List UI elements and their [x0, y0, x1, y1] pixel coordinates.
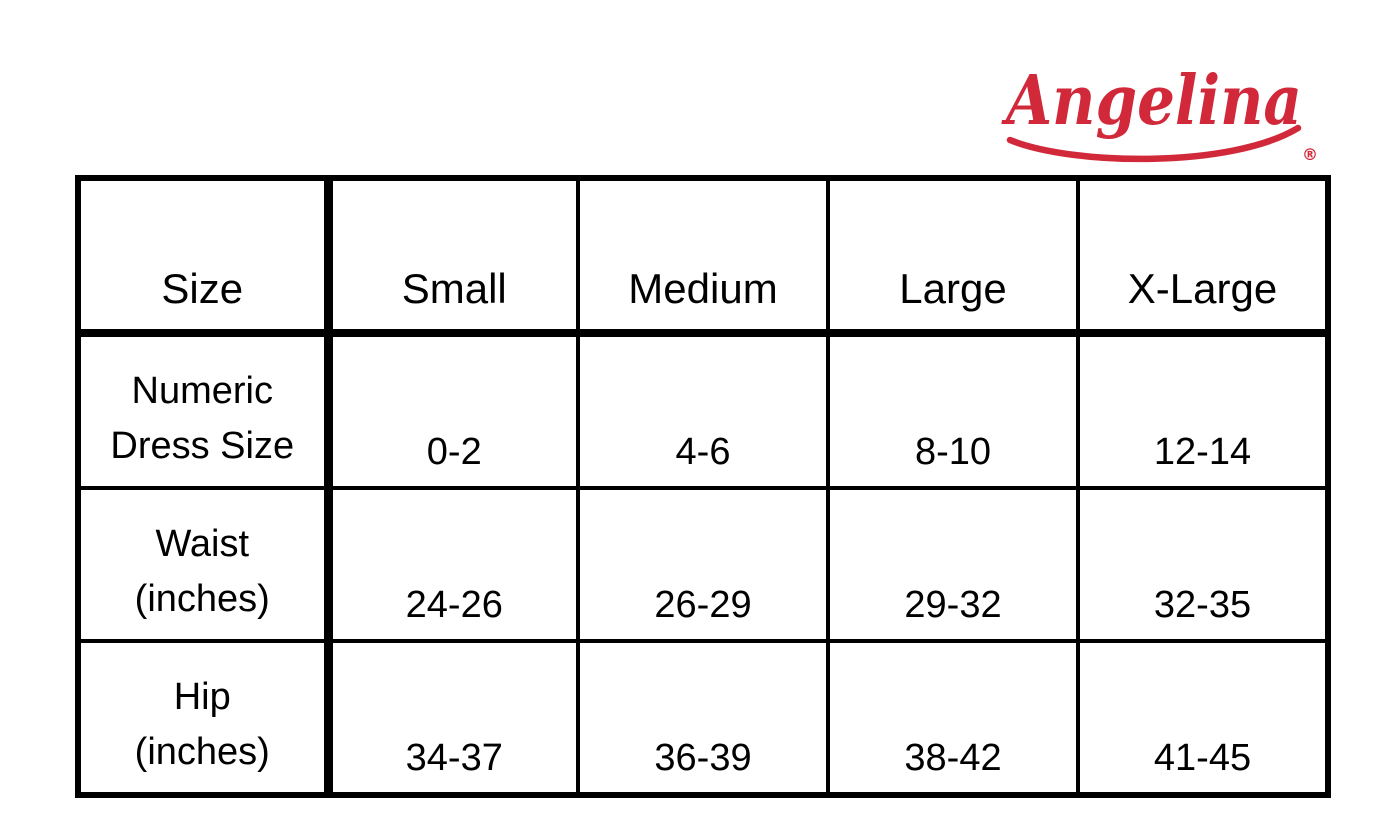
row-label-line: Hip	[173, 675, 231, 718]
cell-dress-size-small: 0-2	[328, 333, 578, 488]
row-label-numeric-dress-size	[78, 333, 328, 488]
column-header-xlarge: X-Large	[1078, 178, 1328, 333]
row-label-line: (inches)	[134, 577, 270, 620]
row-label-line: (inches)	[134, 730, 270, 773]
column-header-size: Size	[78, 178, 328, 333]
row-label-line: Waist	[155, 522, 250, 565]
cell-waist-large: 29-32	[828, 488, 1078, 641]
column-header-large: Large	[828, 178, 1078, 333]
cell-hip-medium: 36-39	[578, 641, 828, 795]
column-header-small: Small	[328, 178, 578, 333]
row-label-line: Dress Size	[110, 424, 295, 467]
column-header-medium: Medium	[578, 178, 828, 333]
cell-waist-medium: 26-29	[578, 488, 828, 641]
brand-logo-text: Angelina	[1000, 61, 1302, 141]
header-row	[78, 178, 1328, 333]
registered-trademark-symbol: ®	[1302, 145, 1318, 164]
brand-logo-graphic	[994, 54, 1328, 176]
table-row-numeric-dress-size	[78, 333, 1328, 488]
cell-dress-size-medium: 4-6	[578, 333, 828, 488]
cell-dress-size-xlarge: 12-14	[1078, 333, 1328, 488]
cell-hip-small: 34-37	[328, 641, 578, 795]
cell-hip-large: 38-42	[828, 641, 1078, 795]
brand-logo	[994, 54, 1328, 176]
row-label-waist	[78, 488, 328, 641]
table-row-waist	[78, 488, 1328, 641]
row-label-hip	[78, 641, 328, 795]
cell-hip-xlarge: 41-45	[1078, 641, 1328, 795]
cell-waist-small: 24-26	[328, 488, 578, 641]
table-row-hip	[78, 641, 1328, 795]
row-label-line: Numeric	[131, 369, 273, 412]
cell-dress-size-large: 8-10	[828, 333, 1078, 488]
size-chart-table	[75, 175, 1331, 798]
cell-waist-xlarge: 32-35	[1078, 488, 1328, 641]
